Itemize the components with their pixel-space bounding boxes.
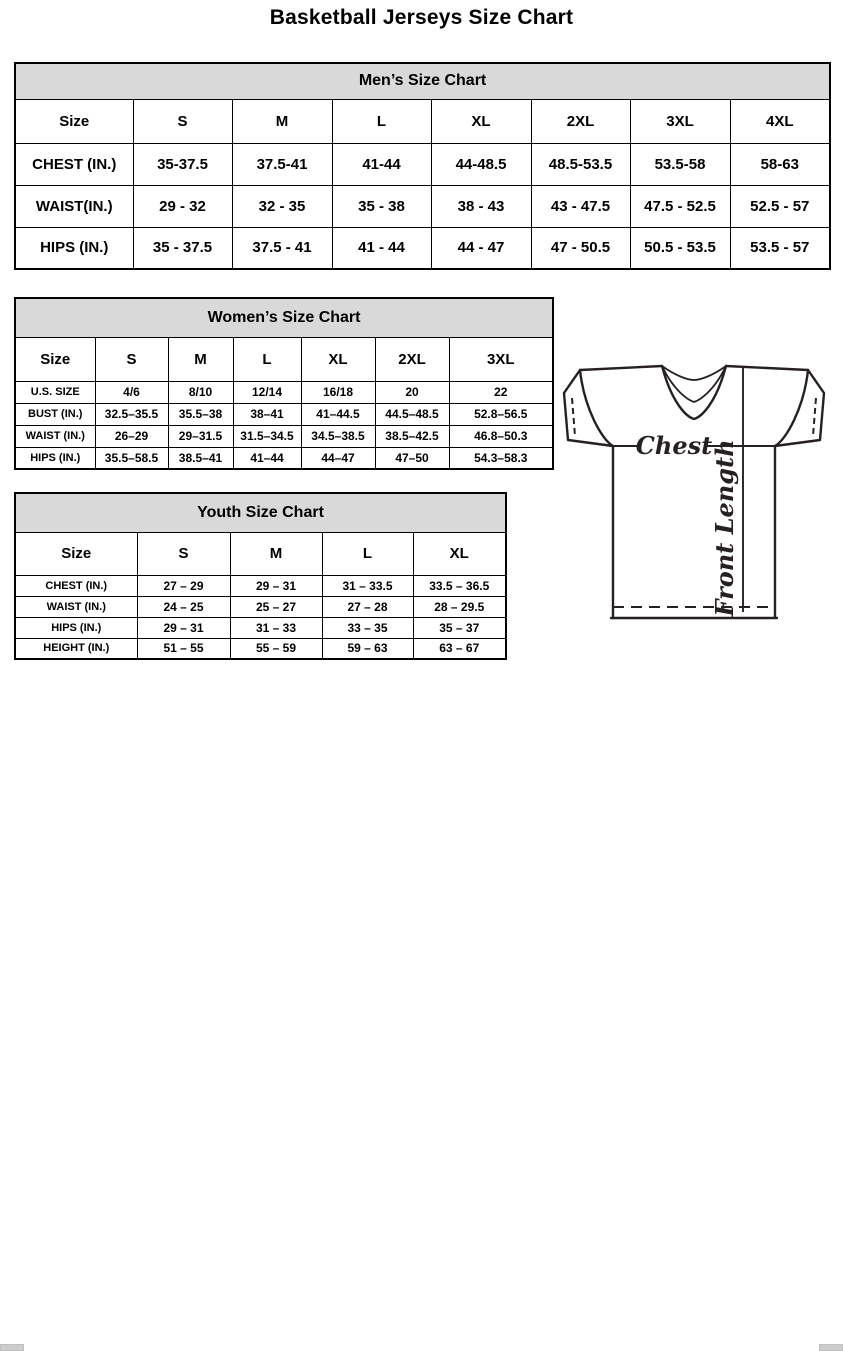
size-value-cell: 33 – 35 [322,617,413,638]
size-value-cell: 35.5–58.5 [95,447,168,469]
size-value-cell: 54.3–58.3 [449,447,553,469]
table-row [15,575,506,596]
size-value-cell: 12/14 [233,381,301,403]
size-col-header: S [137,532,230,575]
mens-size-table [14,62,831,270]
row-label: HIPS (IN.) [15,227,133,269]
size-value-cell: 4/6 [95,381,168,403]
size-col-header: M [232,99,332,143]
jersey-diagram [556,360,843,626]
size-value-cell: 59 – 63 [322,638,413,659]
size-value-cell: 44-48.5 [431,143,531,185]
row-label: HIPS (IN.) [15,447,95,469]
size-value-cell: 38.5–42.5 [375,425,449,447]
size-value-cell: 35.5–38 [168,403,233,425]
size-value-cell: 47.5 - 52.5 [630,185,730,227]
table-row [15,381,553,403]
size-value-cell: 25 – 27 [230,596,322,617]
size-value-cell: 47–50 [375,447,449,469]
size-value-cell: 38 - 43 [431,185,531,227]
size-value-cell: 34.5–38.5 [301,425,375,447]
front-length-label: Front Length [710,439,739,617]
size-value-cell: 27 – 28 [322,596,413,617]
size-col-header: 3XL [449,337,553,381]
table-row [15,493,506,532]
size-col-header: 3XL [630,99,730,143]
size-value-cell: 29–31.5 [168,425,233,447]
table-row [15,99,830,143]
size-col-header: S [95,337,168,381]
page-title: Basketball Jerseys Size Chart [269,6,574,29]
table-row [15,638,506,659]
size-value-cell: 37.5-41 [232,143,332,185]
scroll-left-button[interactable] [0,1344,24,1351]
row-label: HEIGHT (IN.) [15,638,137,659]
size-value-cell: 55 – 59 [230,638,322,659]
size-value-cell: 44 - 47 [431,227,531,269]
size-value-cell: 53.5 - 57 [730,227,830,269]
size-value-cell: 48.5-53.5 [531,143,630,185]
row-label: HIPS (IN.) [15,617,137,638]
size-value-cell: 50.5 - 53.5 [630,227,730,269]
size-value-cell: 43 - 47.5 [531,185,630,227]
table-row [15,532,506,575]
row-label: BUST (IN.) [15,403,95,425]
row-label: CHEST (IN.) [15,575,137,596]
womens-table-title: Women’s Size Chart [15,298,553,337]
size-value-cell: 16/18 [301,381,375,403]
size-value-cell: 44–47 [301,447,375,469]
size-value-cell: 38–41 [233,403,301,425]
size-value-cell: 41–44.5 [301,403,375,425]
size-value-cell: 32.5–35.5 [95,403,168,425]
table-row [15,143,830,185]
table-row [15,596,506,617]
table-row [15,298,553,337]
table-row [15,185,830,227]
size-col-header: S [133,99,232,143]
size-value-cell: 31 – 33 [230,617,322,638]
size-col-header: XL [301,337,375,381]
size-value-cell: 35 – 37 [413,617,506,638]
horizontal-scrollbar[interactable] [0,672,843,679]
table-row [15,227,830,269]
size-value-cell: 8/10 [168,381,233,403]
table-row [15,617,506,638]
size-value-cell: 28 – 29.5 [413,596,506,617]
cuff-dashed-line-right [813,398,816,436]
size-col-header: 2XL [375,337,449,381]
size-value-cell: 29 – 31 [137,617,230,638]
size-col-header: L [332,99,431,143]
size-value-cell: 63 – 67 [413,638,506,659]
womens-size-table [14,297,554,470]
size-value-cell: 44.5–48.5 [375,403,449,425]
size-value-cell: 41–44 [233,447,301,469]
row-label: CHEST (IN.) [15,143,133,185]
size-col-header: L [233,337,301,381]
size-corner-label: Size [15,337,95,381]
row-label: WAIST (IN.) [15,596,137,617]
size-corner-label: Size [15,99,133,143]
size-value-cell: 37.5 - 41 [232,227,332,269]
size-value-cell: 32 - 35 [232,185,332,227]
size-value-cell: 52.5 - 57 [730,185,830,227]
jersey-outline [564,366,824,618]
size-value-cell: 53.5-58 [630,143,730,185]
size-value-cell: 24 – 25 [137,596,230,617]
size-value-cell: 27 – 29 [137,575,230,596]
size-col-header: M [168,337,233,381]
scroll-right-button[interactable] [819,1344,843,1351]
size-col-header: L [322,532,413,575]
size-col-header: XL [413,532,506,575]
table-row [15,403,553,425]
size-value-cell: 22 [449,381,553,403]
size-col-header: XL [431,99,531,143]
size-col-header: M [230,532,322,575]
size-value-cell: 29 – 31 [230,575,322,596]
size-value-cell: 52.8–56.5 [449,403,553,425]
size-value-cell: 20 [375,381,449,403]
size-value-cell: 35-37.5 [133,143,232,185]
row-label: WAIST(IN.) [15,185,133,227]
size-value-cell: 38.5–41 [168,447,233,469]
size-value-cell: 31 – 33.5 [322,575,413,596]
size-value-cell: 41 - 44 [332,227,431,269]
size-value-cell: 47 - 50.5 [531,227,630,269]
table-row [15,337,553,381]
size-value-cell: 58-63 [730,143,830,185]
size-col-header: 2XL [531,99,630,143]
table-row [15,447,553,469]
size-col-header: 4XL [730,99,830,143]
cuff-dashed-line-left [572,398,575,436]
row-label: WAIST (IN.) [15,425,95,447]
size-value-cell: 51 – 55 [137,638,230,659]
size-value-cell: 35 - 38 [332,185,431,227]
youth-size-table [14,492,507,660]
size-corner-label: Size [15,532,137,575]
size-value-cell: 46.8–50.3 [449,425,553,447]
size-value-cell: 31.5–34.5 [233,425,301,447]
size-value-cell: 26–29 [95,425,168,447]
table-row [15,425,553,447]
size-value-cell: 33.5 – 36.5 [413,575,506,596]
table-row [15,63,830,99]
row-label: U.S. SIZE [15,381,95,403]
size-value-cell: 29 - 32 [133,185,232,227]
size-value-cell: 41-44 [332,143,431,185]
mens-table-title: Men’s Size Chart [15,63,830,99]
youth-table-title: Youth Size Chart [15,493,506,532]
chest-label: Chest [635,431,713,460]
size-value-cell: 35 - 37.5 [133,227,232,269]
